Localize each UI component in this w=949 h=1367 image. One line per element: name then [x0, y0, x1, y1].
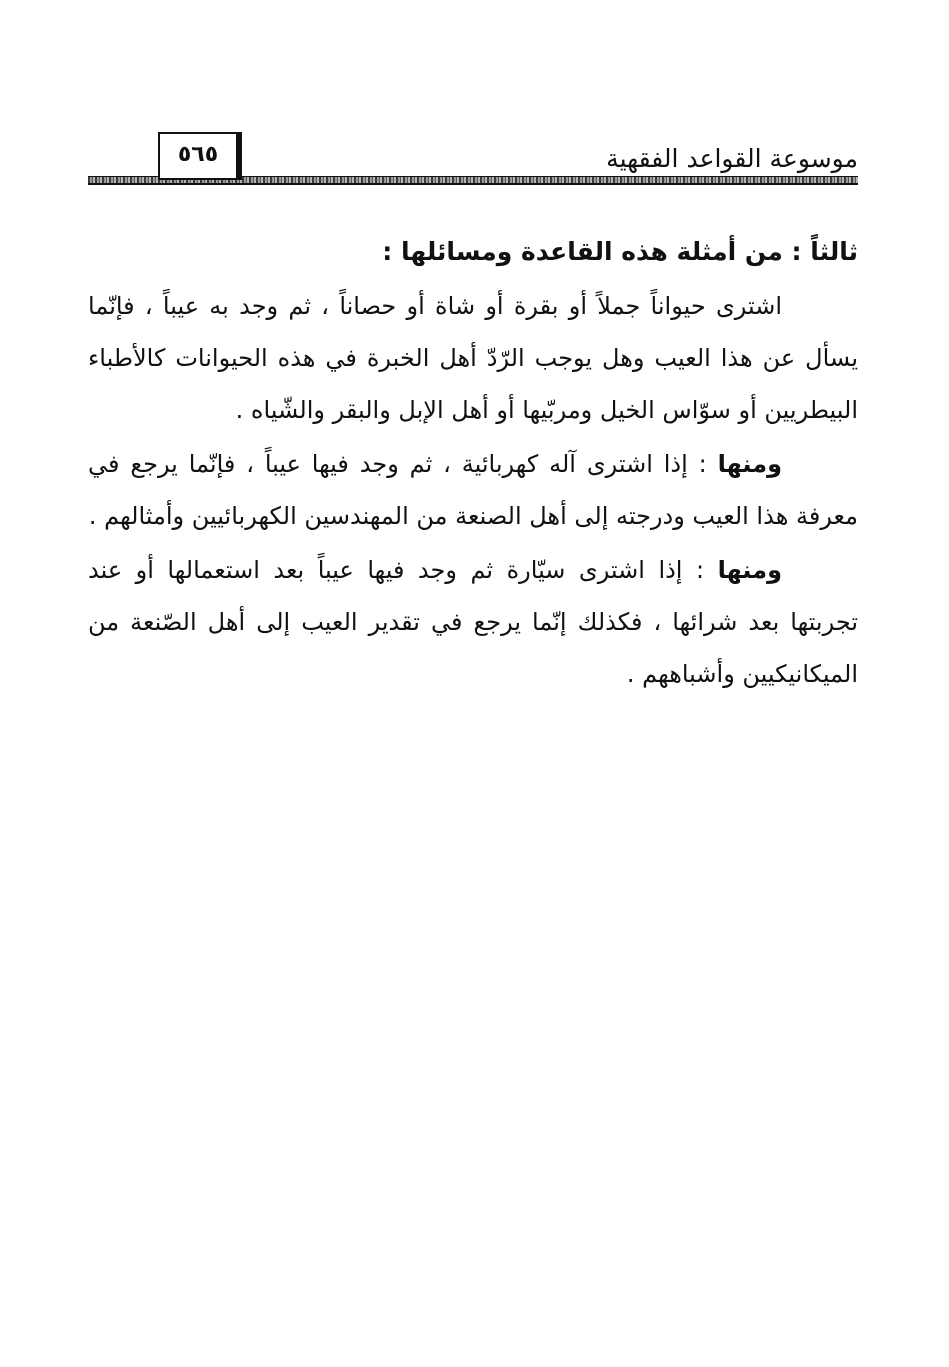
paragraph-text: : إذا اشترى سيّارة ثم وجد فيها عيباً بعد استعمالها أو عند تجربتها بعد شرائها ، فكذلك إنّما يرجع في تقدير العيب إلى أهل الصّنعة من الميكانيكيين وأشباههم .: [88, 556, 858, 688]
page-header: [88, 132, 858, 192]
paragraph: [88, 438, 858, 542]
paragraph-lead: ومنها: [717, 450, 782, 478]
page-body: [88, 226, 858, 702]
running-title: موسوعة القواعد الفقهية: [606, 144, 858, 173]
section-heading: ثالثاً : من أمثلة هذه القاعدة ومسائلها :: [382, 237, 858, 266]
page-number: ٥٦٥: [177, 142, 219, 167]
paragraph-text: اشترى حيواناً جملاً أو بقرة أو شاة أو حصاناً ، ثم وجد به عيباً ، فإنّما يسأل عن هذا العيب وهل يوجب الرّدّ أهل الخبرة في هذه الحيوانات كالأطباء البيطريين أو سوّاس الخيل ومربّيها أو أهل الإبل والبقر والشّياه .: [88, 292, 858, 424]
page-number-box: [158, 132, 242, 180]
paragraph: [88, 280, 858, 436]
paragraph-lead: ومنها: [717, 556, 782, 584]
paragraph: [88, 544, 858, 700]
paragraph-text: : إذا اشترى آله كهربائية ، ثم وجد فيها عيباً ، فإنّما يرجع في معرفة هذا العيب ودرجته إلى أهل الصنعة من المهندسين الكهربائيين وأمثالهم .: [88, 450, 858, 530]
